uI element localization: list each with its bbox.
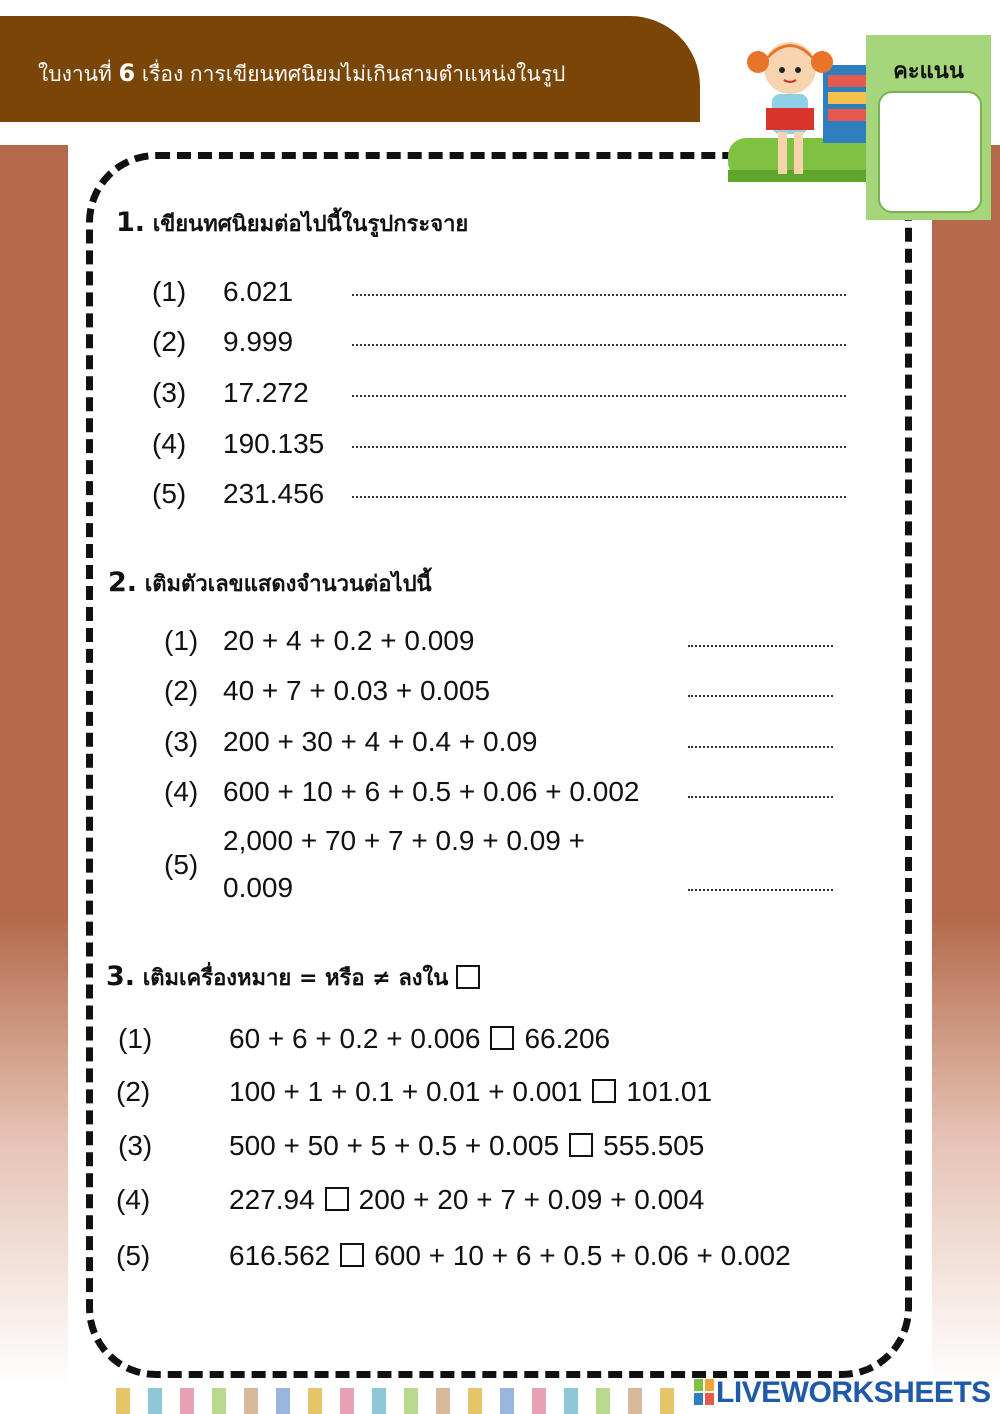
score-box [866, 35, 991, 220]
section-3-title: เติมเครื่องหมาย = หรือ ≠ ลงใน [142, 966, 449, 991]
s3-item-label: (5) [116, 1240, 151, 1271]
s2-item-expr-line1: 2,000 + 70 + 7 + 0.9 + 0.09 + [223, 825, 585, 856]
s3-item-comparison [229, 1023, 610, 1055]
s3-item-comparison [229, 1184, 704, 1216]
liveworksheets-logo-icon [694, 1379, 714, 1405]
s1-item-label: (2) [152, 326, 187, 357]
score-field[interactable] [878, 91, 982, 213]
liveworksheets-watermark [694, 1376, 991, 1410]
title-number: 6 [118, 59, 136, 87]
section-2-title: เติมตัวเลขแสดงจำนวนต่อไปนี้ [144, 572, 432, 597]
section-2-number: 2. [108, 567, 138, 598]
right-border-panel [930, 145, 1000, 1385]
s3-left: 616.562 [229, 1240, 331, 1271]
left-border-panel [0, 145, 68, 1385]
s1-item-value: 190.135 [223, 428, 325, 459]
s1-answer-line[interactable] [352, 344, 846, 346]
symbol-answer-box[interactable] [325, 1187, 349, 1211]
s1-item-value: 6.021 [223, 276, 294, 307]
s1-item-label: (4) [152, 428, 187, 459]
s1-answer-line[interactable] [352, 294, 846, 296]
s2-answer-line[interactable] [688, 746, 833, 748]
section-2-heading [108, 566, 432, 601]
symbol-answer-box[interactable] [569, 1133, 593, 1157]
title-suffix: เรื่อง การเขียนทศนิยมไม่เกินสามตำแหน่งในรูป [141, 62, 566, 86]
section-3-number: 3. [106, 961, 136, 992]
s3-right: 200 + 20 + 7 + 0.09 + 0.004 [358, 1184, 705, 1215]
score-label: คะแนน [893, 59, 964, 84]
section-1-title: เขียนทศนิยมต่อไปนี้ในรูปกระจาย [152, 212, 469, 237]
s2-answer-line[interactable] [688, 796, 833, 798]
section-1-number: 1. [116, 207, 146, 238]
s1-item-label: (3) [152, 377, 187, 408]
s2-item-expr: 600 + 10 + 6 + 0.5 + 0.06 + 0.002 [223, 776, 640, 807]
s3-item-label: (3) [118, 1130, 153, 1161]
s1-item-label: (5) [152, 478, 187, 509]
s3-left: 227.94 [229, 1184, 315, 1215]
s2-item-label: (3) [164, 726, 199, 757]
title-prefix: ใบงานที่ [38, 62, 112, 86]
s3-left: 500 + 50 + 5 + 0.5 + 0.005 [229, 1130, 560, 1161]
example-box-icon [456, 965, 480, 989]
s2-item-expr: 20 + 4 + 0.2 + 0.009 [223, 625, 475, 656]
section-3-heading [106, 960, 480, 995]
worksheet-title [38, 58, 565, 91]
s3-left: 60 + 6 + 0.2 + 0.006 [229, 1023, 481, 1054]
s1-item-value: 17.272 [223, 377, 309, 408]
s2-item-expr: 40 + 7 + 0.03 + 0.005 [223, 675, 491, 706]
s3-item-label: (1) [118, 1023, 153, 1054]
s3-left: 100 + 1 + 0.1 + 0.01 + 0.001 [229, 1076, 583, 1107]
s2-item-label: (5) [164, 849, 199, 880]
s1-item-label: (1) [152, 276, 187, 307]
s3-right: 101.01 [626, 1076, 713, 1107]
symbol-answer-box[interactable] [490, 1026, 514, 1050]
s2-item-expr: 200 + 30 + 4 + 0.4 + 0.09 [223, 726, 538, 757]
s2-item-label: (1) [164, 625, 199, 656]
s3-item-comparison [229, 1076, 712, 1108]
s2-answer-line[interactable] [688, 889, 833, 891]
s3-item-comparison [229, 1130, 704, 1162]
s3-right: 555.505 [603, 1130, 705, 1161]
s3-right: 66.206 [524, 1023, 611, 1054]
s1-answer-line[interactable] [352, 446, 846, 448]
s2-item-label: (2) [164, 675, 199, 706]
s1-item-value: 231.456 [223, 478, 325, 509]
s3-right: 600 + 10 + 6 + 0.5 + 0.06 + 0.002 [374, 1240, 791, 1271]
s3-item-label: (2) [116, 1076, 151, 1107]
watermark-text: LIVEWORKSHEETS [716, 1376, 991, 1409]
s2-item-expr-line2: 0.009 [223, 872, 294, 903]
girl-reading-illustration [728, 20, 878, 195]
s1-answer-line[interactable] [352, 496, 846, 498]
s2-answer-line[interactable] [688, 695, 833, 697]
symbol-answer-box[interactable] [592, 1079, 616, 1103]
s2-answer-line[interactable] [688, 645, 833, 647]
s2-item-label: (4) [164, 776, 199, 807]
s1-answer-line[interactable] [352, 395, 846, 397]
symbol-answer-box[interactable] [340, 1243, 364, 1267]
s3-item-comparison [229, 1240, 791, 1272]
s3-item-label: (4) [116, 1184, 151, 1215]
section-1-heading [116, 206, 468, 241]
s1-item-value: 9.999 [223, 326, 294, 357]
